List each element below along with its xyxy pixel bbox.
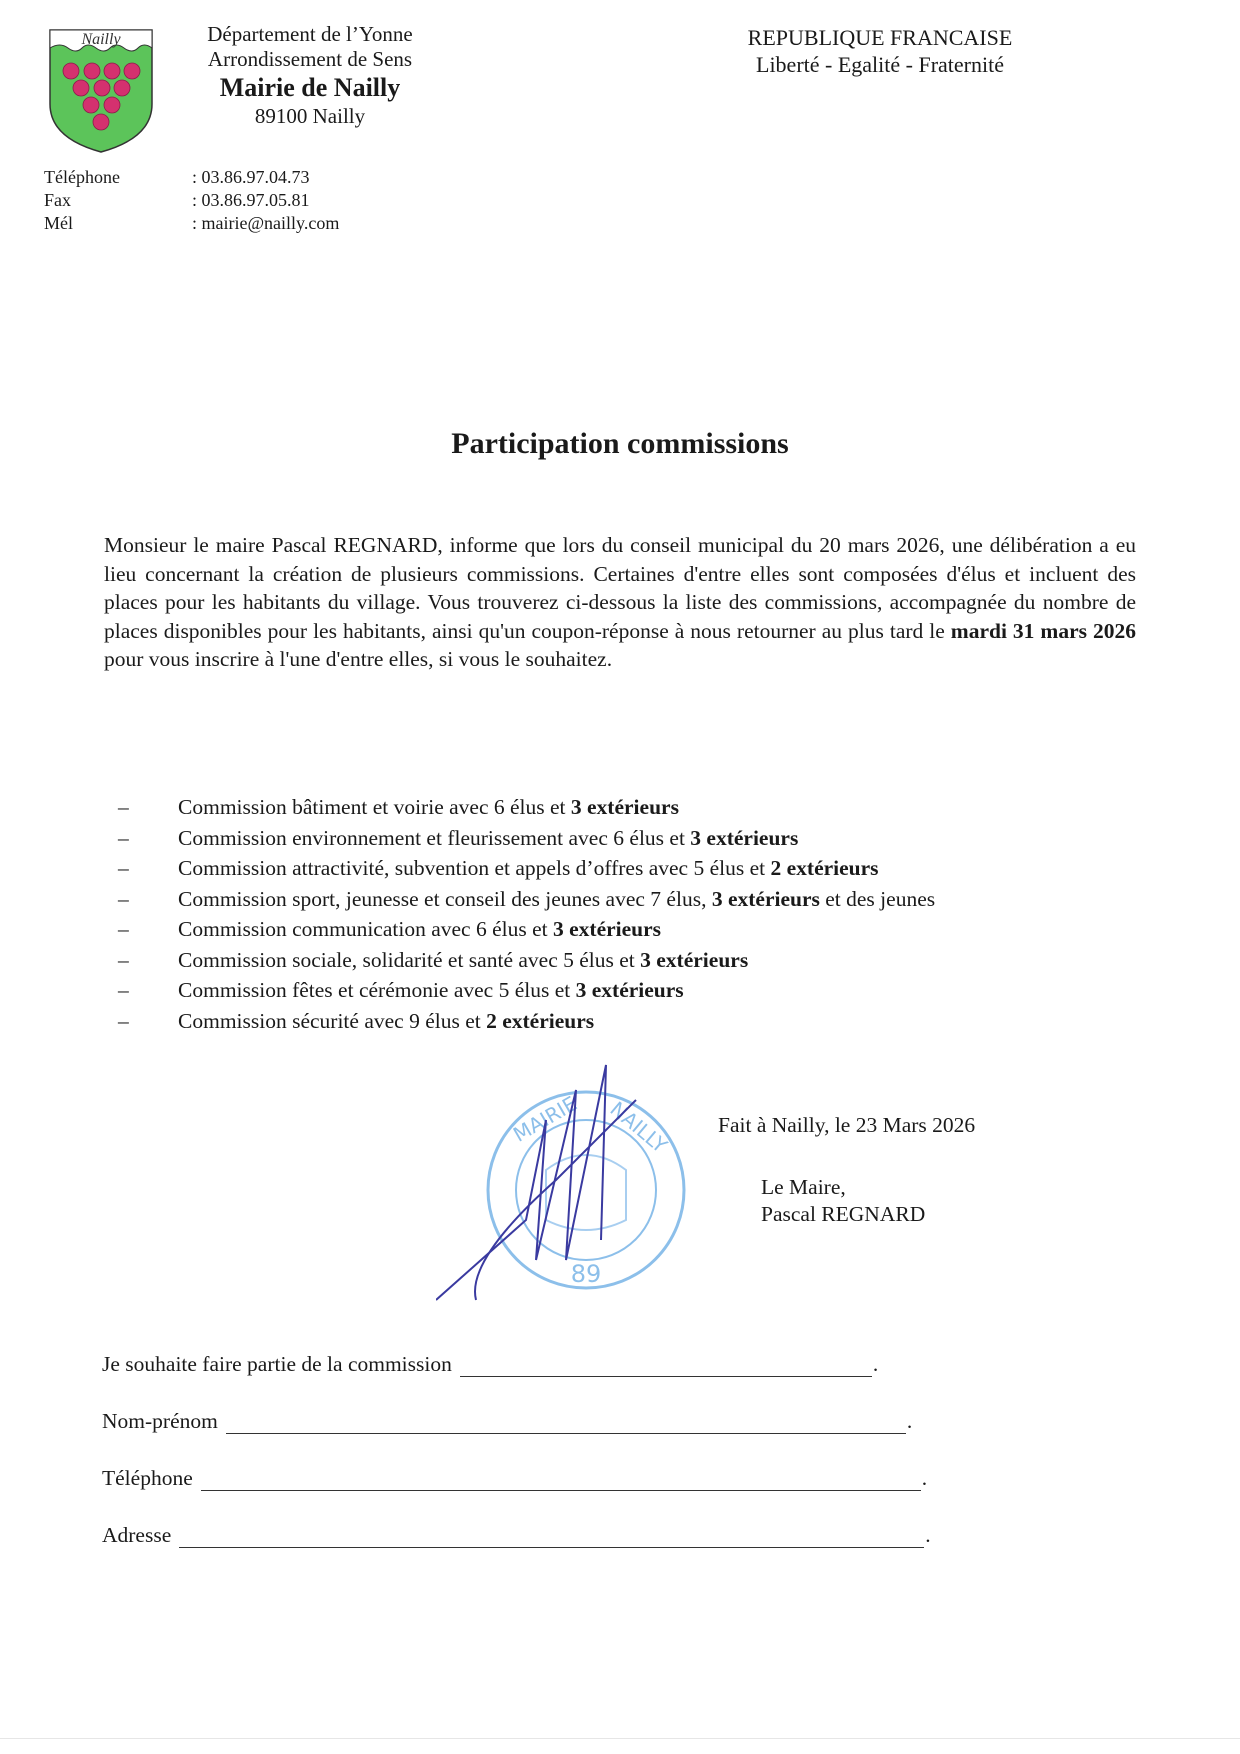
republic-header — [700, 24, 1060, 78]
item-places: 3 extérieurs — [711, 886, 820, 911]
name-field-label: Nom-prénom — [102, 1409, 218, 1433]
signatory-name: Pascal REGNARD — [761, 1202, 926, 1226]
list-item — [118, 853, 935, 884]
contact-label: Mél — [44, 213, 73, 233]
contact-label: Fax — [44, 190, 71, 210]
list-item — [118, 792, 935, 823]
commission-field-label: Je souhaite faire partie de la commission — [102, 1352, 452, 1376]
arrondissement-text: Arrondissement de Sens — [207, 47, 413, 71]
list-item — [118, 884, 935, 915]
item-text: Commission fêtes et cérémonie avec 5 élus et — [178, 978, 576, 1002]
intro-paragraph — [104, 531, 1136, 674]
nailly-crest-logo — [46, 26, 158, 154]
list-item — [118, 823, 935, 854]
contact-value[interactable]: : mairie@nailly.com — [192, 213, 340, 233]
svg-text:MAIRIE: MAIRIE — [509, 1091, 581, 1147]
signatory-role: Le Maire, — [761, 1175, 846, 1199]
item-places: 3 extérieurs — [575, 978, 684, 1002]
official-stamp-signature — [436, 1060, 696, 1310]
dash-bullet: – — [118, 856, 129, 880]
deadline-date: mardi 31 mars 2026 — [950, 618, 1137, 643]
phone-field-label: Téléphone — [102, 1466, 193, 1490]
item-text: Commission environnement et fleurissement avec 6 élus et — [178, 825, 691, 850]
item-text: Commission communication avec 6 élus et — [178, 917, 553, 941]
item-places: 2 extérieurs — [486, 1008, 595, 1033]
item-text: Commission attractivité, subvention et appels d’offres avec 5 élus et — [178, 856, 771, 880]
contact-label: Téléphone — [44, 167, 120, 187]
svg-text:NAILLY: NAILLY — [605, 1096, 672, 1158]
phone-field-row — [102, 1466, 927, 1491]
end-mark: . — [906, 1409, 913, 1433]
item-text: Commission bâtiment et voirie avec 6 élus et — [178, 795, 571, 819]
address-field-row — [102, 1523, 931, 1548]
commission-field-row — [102, 1352, 878, 1377]
item-text: Commission sport, jeunesse et conseil des jeunes avec 7 élus, — [178, 886, 712, 911]
postal-address: 89100 Nailly — [254, 104, 366, 128]
contact-phone — [44, 166, 339, 189]
item-places: 3 extérieurs — [553, 917, 662, 941]
dash-bullet: – — [118, 978, 129, 1002]
place-date: Fait à Nailly, le 23 Mars 2026 — [718, 1113, 976, 1137]
item-text: Commission sociale, solidarité et santé avec 5 élus et — [178, 947, 641, 972]
contact-value: : 03.86.97.05.81 — [192, 190, 310, 210]
dash-bullet: – — [118, 917, 129, 941]
commission-input-line[interactable] — [460, 1356, 872, 1377]
dash-bullet: – — [118, 886, 129, 911]
item-places: 3 extérieurs — [570, 795, 679, 819]
end-mark: . — [872, 1352, 879, 1376]
mairie-header — [160, 22, 460, 129]
item-after: et des jeunes — [819, 886, 936, 911]
page-bottom-divider — [0, 1738, 1240, 1739]
crest-banner-text: Nailly — [81, 31, 121, 48]
intro-text-end: pour vous inscrire à l'une d'entre elles, si vous le souhaitez. — [104, 647, 613, 671]
commission-list — [118, 792, 935, 1036]
address-input-line[interactable] — [179, 1527, 924, 1548]
item-places: 3 extérieurs — [640, 947, 749, 972]
dash-bullet: – — [118, 1008, 129, 1033]
dash-bullet: – — [118, 825, 129, 850]
name-field-row — [102, 1409, 912, 1434]
item-places: 3 extérieurs — [690, 825, 799, 850]
republic-text: REPUBLIQUE FRANCAISE — [747, 25, 1013, 50]
contact-value: : 03.86.97.04.73 — [192, 167, 310, 187]
motto-text: Liberté - Egalité - Fraternité — [756, 52, 1004, 77]
mairie-name: Mairie de Nailly — [219, 73, 401, 102]
item-places: 2 extérieurs — [770, 856, 879, 880]
list-item — [118, 1006, 935, 1037]
contact-block — [44, 166, 339, 235]
end-mark: . — [925, 1523, 931, 1547]
contact-email — [44, 212, 339, 235]
stamp-icon — [436, 1060, 696, 1310]
item-text: Commission sécurité avec 9 élus et — [178, 1008, 487, 1033]
signatory — [761, 1174, 925, 1228]
list-item — [118, 914, 935, 945]
end-mark: . — [921, 1466, 928, 1490]
list-item — [118, 975, 935, 1006]
coat-of-arms-icon — [46, 26, 158, 154]
page-title: Participation commissions — [451, 427, 789, 460]
list-item — [118, 945, 935, 976]
phone-input-line[interactable] — [201, 1470, 921, 1491]
dash-bullet: – — [118, 947, 129, 972]
intro-text: Monsieur le maire Pascal REGNARD, informe que lors du conseil municipal du 20 mars 2026, une délibération a eu lieu concernant la création de plusieurs commissions. Certaines d'entre elles sont composées d'élus et incluent des places pour les habitants du village. Vous trouverez ci-dessous la liste des commissions, accompagnée du nombre de places disponibles pour les habitants, ainsi qu'un coupon-réponse à nous retourner au plus tard le — [104, 533, 1136, 643]
address-field-label: Adresse — [102, 1523, 172, 1547]
svg-text:89: 89 — [570, 1260, 602, 1288]
department-text: Département de l’Yonne — [207, 22, 413, 46]
contact-fax — [44, 189, 339, 212]
dash-bullet: – — [118, 795, 129, 819]
name-input-line[interactable] — [226, 1413, 906, 1434]
